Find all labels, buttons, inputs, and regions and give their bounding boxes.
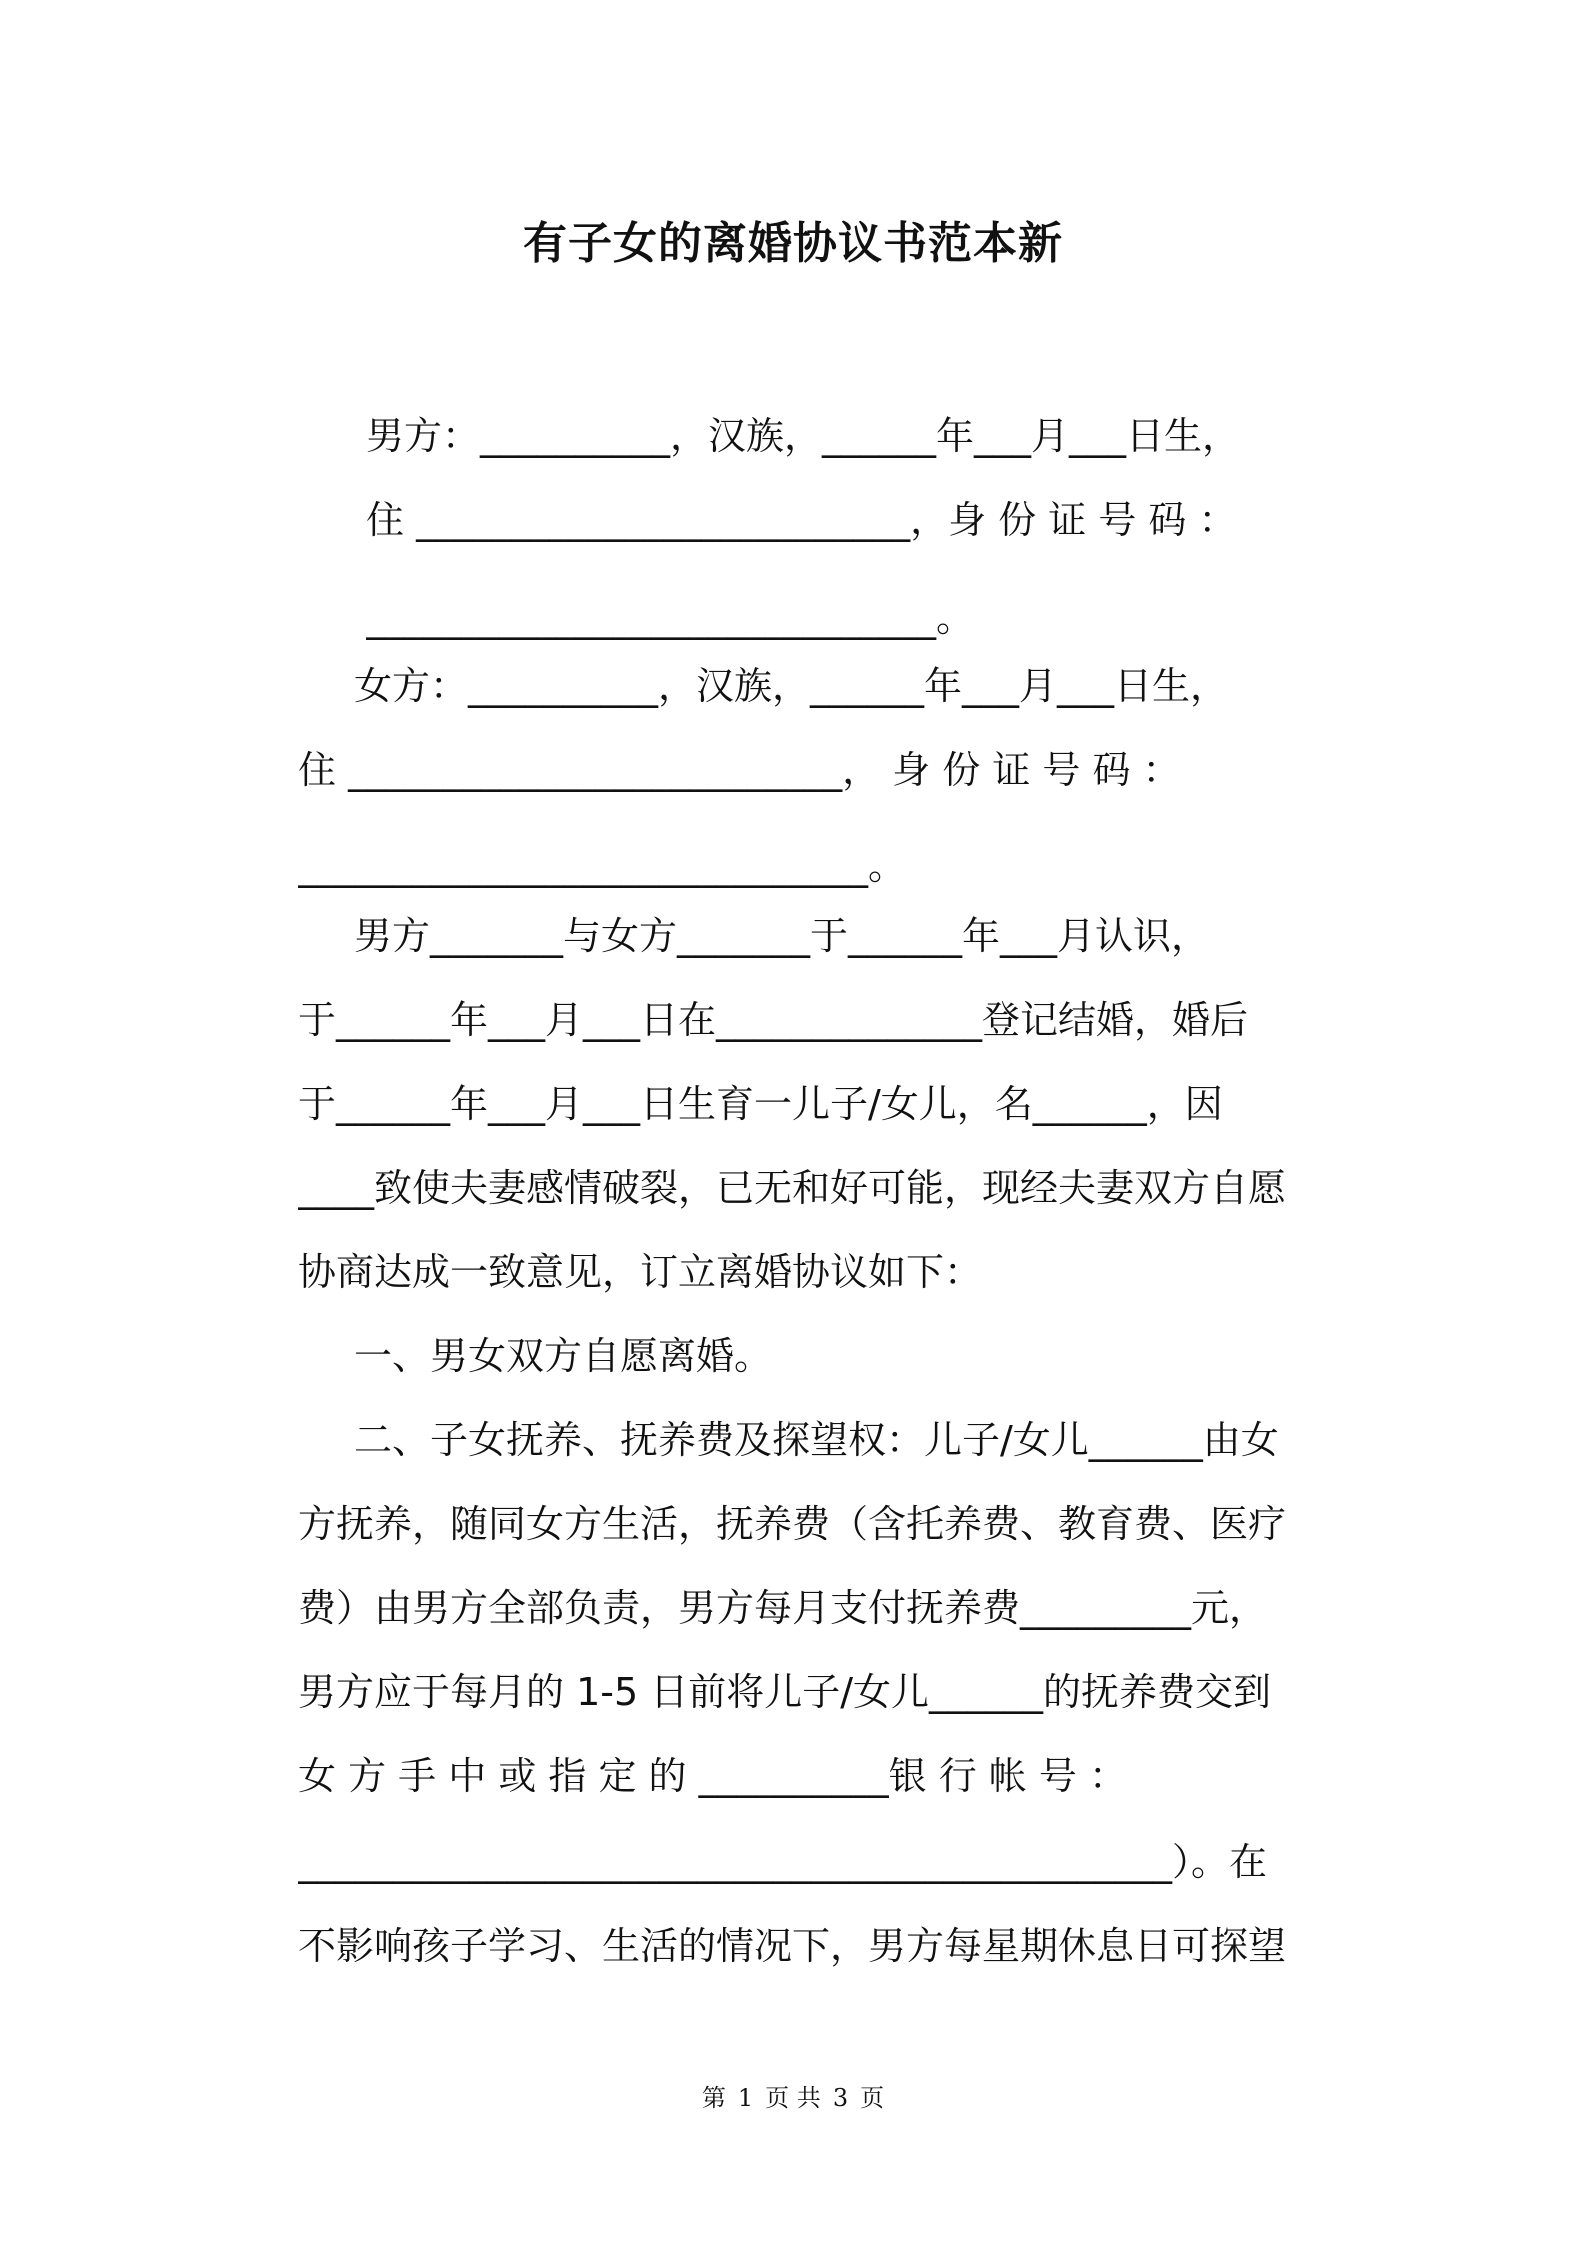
text-line: 女 方 手 中 或 指 定 的 __________银 行 帐 号 ：: [298, 1754, 1127, 1798]
text-line: 费）由男方全部负责，男方每月支付抚养费_________元，: [298, 1586, 1268, 1630]
text-line: 二、子女抚养、抚养费及探望权：儿子/女儿______由女: [354, 1418, 1279, 1462]
footer-page-suffix: 页: [860, 2084, 885, 2112]
text-line: 住 __________________________， 身 份 证 号 码 ：: [298, 748, 1181, 792]
text-line: 协商达成一致意见，订立离婚协议如下：: [298, 1250, 983, 1294]
footer-page-number: 1: [737, 2084, 754, 2112]
page-footer: [0, 2082, 1586, 2114]
text-line: 男方_______与女方_______于______年___月认识，: [354, 914, 1210, 958]
footer-page-mid: 页 共: [765, 2084, 821, 2112]
document-title: 有子女的离婚协议书范本新: [523, 218, 1063, 269]
text-line: 男方应于每月的 1-5 日前将儿子/女儿______的抚养费交到: [298, 1670, 1272, 1714]
footer-page-total: 3: [832, 2084, 849, 2112]
text-line: 于______年___月___日在______________登记结婚，婚后: [298, 998, 1249, 1042]
text-line: 方抚养，随同女方生活，抚养费（含托养费、教育费、医疗: [298, 1502, 1287, 1546]
text-line: 女方：__________，汉族，______年___月___日生，: [354, 664, 1229, 708]
text-line: 于______年___月___日生育一儿子/女儿，名______，因: [298, 1082, 1223, 1126]
footer-page-prefix: 第: [701, 2084, 726, 2112]
text-line: ______________________________________________）。在: [298, 1840, 1268, 1884]
text-line: 不影响孩子学习、生活的情况下，男方每星期休息日可探望: [298, 1924, 1287, 1968]
text-line: 住 __________________________，身 份 证 号 码 ：: [366, 498, 1237, 542]
text-line: ______________________________。: [366, 596, 975, 640]
text-line: ____致使夫妻感情破裂，已无和好可能，现经夫妻双方自愿: [298, 1166, 1287, 1210]
text-line: 男方：__________，汉族，______年___月___日生，: [366, 414, 1241, 458]
text-line: ______________________________。: [298, 844, 907, 888]
text-line: 一、男女双方自愿离婚。: [354, 1334, 773, 1378]
